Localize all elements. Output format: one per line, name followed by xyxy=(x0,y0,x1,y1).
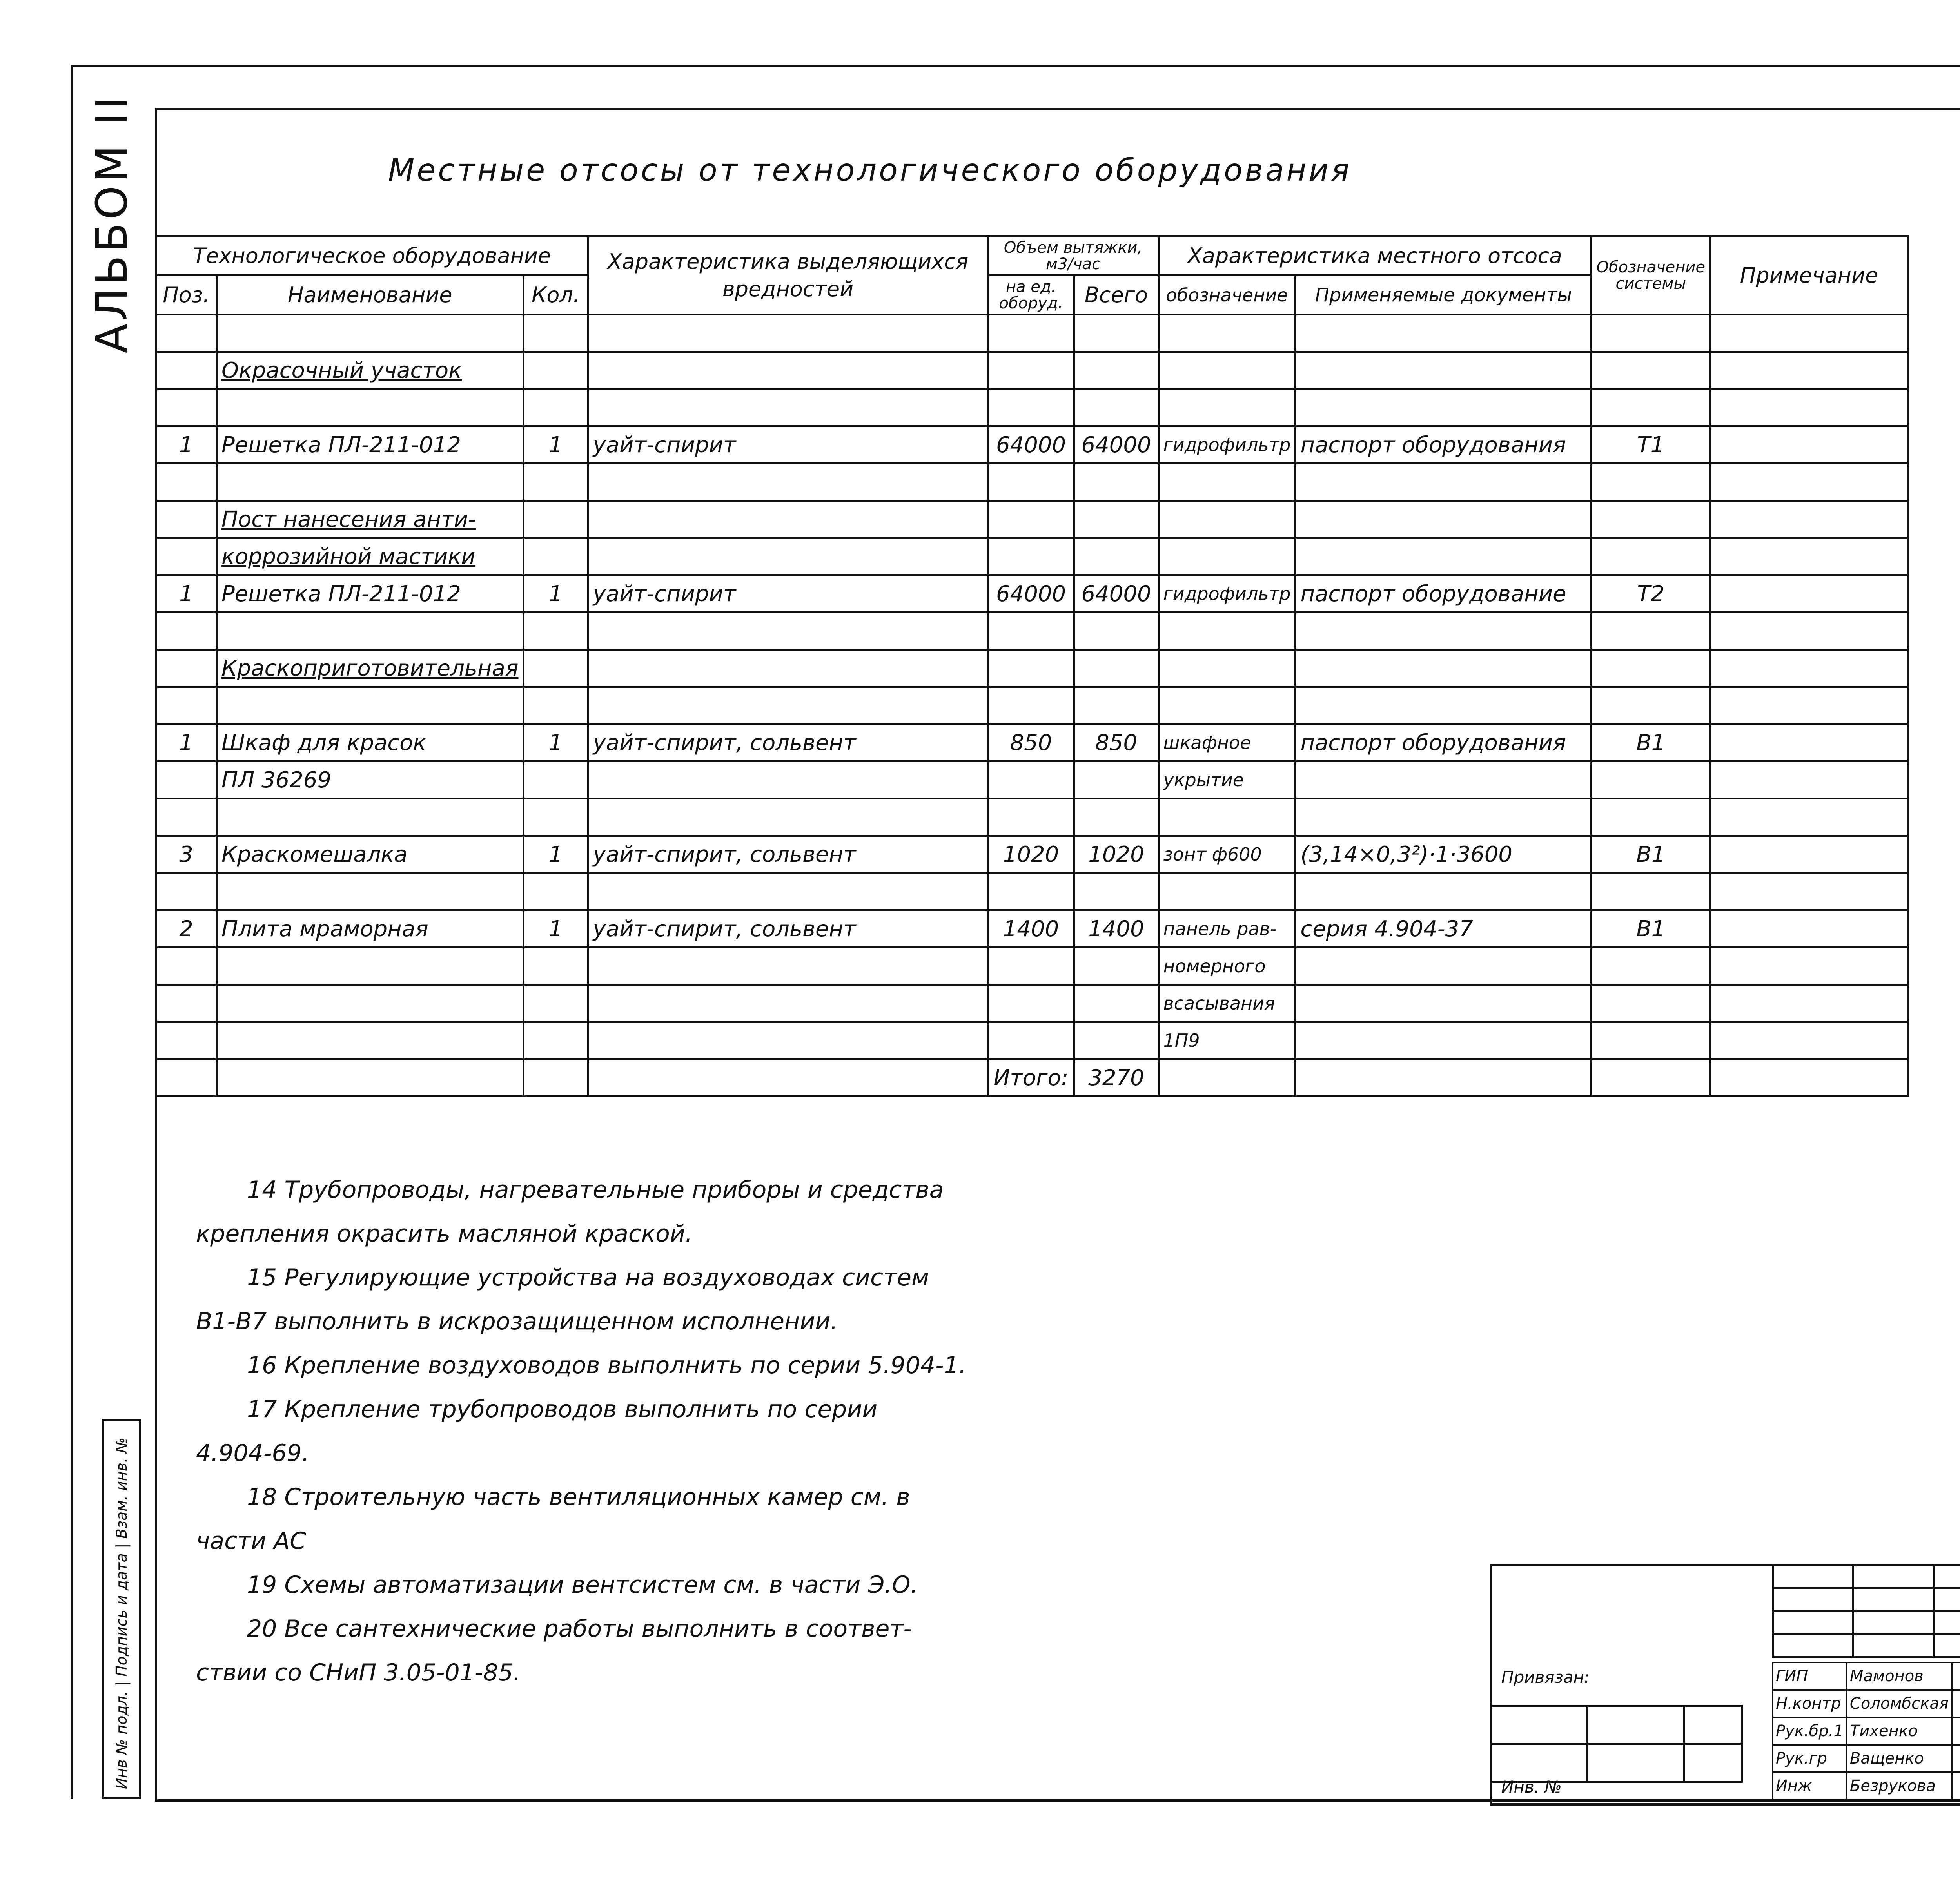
table-cell-sys xyxy=(1592,799,1710,836)
table-cell-sys: В1 xyxy=(1592,724,1710,761)
table-cell-per xyxy=(988,315,1074,352)
table-cell-harm: уайт-спирит xyxy=(588,426,988,464)
table-cell-name xyxy=(217,873,524,910)
table-cell-harm: уайт-спирит xyxy=(588,575,988,613)
table-cell-total xyxy=(1074,799,1158,836)
table-cell-name xyxy=(217,948,524,985)
table-cell-name: Окрасочный участок xyxy=(217,352,524,389)
note-line: ствии со СНиП 3.05-01-85. xyxy=(196,1659,521,1686)
table-cell-pos xyxy=(156,613,217,650)
table-cell-total xyxy=(1074,761,1158,799)
table-row xyxy=(156,836,1908,873)
table-cell-docs xyxy=(1296,315,1592,352)
table-cell-harm xyxy=(588,1059,988,1097)
table-cell-total xyxy=(1074,1022,1158,1059)
table-cell-sys xyxy=(1592,650,1710,687)
table-cell-docs xyxy=(1296,761,1592,799)
table-cell-per xyxy=(988,948,1074,985)
note-line: 16 Крепление воздуховодов выполнить по серии 5.904-1. xyxy=(247,1352,966,1379)
table-cell-name: Краскомешалка xyxy=(217,836,524,873)
table-cell-per xyxy=(988,650,1074,687)
person-name: Безрукова xyxy=(1847,1772,1952,1800)
table-cell-note xyxy=(1710,724,1908,761)
header-equipment-group: Технологическое оборудование xyxy=(156,236,588,276)
role: Н.контр xyxy=(1773,1690,1847,1717)
table-cell-pos xyxy=(156,538,217,575)
table-cell-qty: 1 xyxy=(523,910,588,948)
table-cell-pos xyxy=(156,799,217,836)
table-cell-docs xyxy=(1296,613,1592,650)
table-cell-docs: серия 4.904-37 xyxy=(1296,910,1592,948)
table-cell-note xyxy=(1710,799,1908,836)
table-cell-qty: 1 xyxy=(523,724,588,761)
table-cell-pos xyxy=(156,1059,217,1097)
person-name: Ващенко xyxy=(1847,1745,1952,1772)
note-line: 18 Строительную часть вентиляционных камер см. в xyxy=(247,1483,910,1511)
table-cell-sys xyxy=(1592,315,1710,352)
table-cell-name xyxy=(217,613,524,650)
table-row xyxy=(156,389,1908,426)
role: Рук.гр xyxy=(1773,1745,1847,1772)
table-cell-total: 850 xyxy=(1074,724,1158,761)
signature-row xyxy=(1773,1717,1960,1745)
table-cell-docs: (3,14×0,3²)·1·3600 xyxy=(1296,836,1592,873)
table-cell-harm: уайт-спирит, сольвент xyxy=(588,836,988,873)
table-row xyxy=(156,426,1908,464)
table-cell-note xyxy=(1710,613,1908,650)
table-cell-des xyxy=(1158,352,1296,389)
table-cell-des xyxy=(1158,873,1296,910)
inventory-label: Инв. № xyxy=(1501,1777,1562,1796)
table-cell-harm xyxy=(588,650,988,687)
table-cell-per xyxy=(988,538,1074,575)
table-cell-total: 3270 xyxy=(1074,1059,1158,1097)
header-docs: Применяемые документы xyxy=(1296,276,1592,315)
table-cell-total xyxy=(1074,613,1158,650)
header-designation: обозначение xyxy=(1158,276,1296,315)
table-cell-per xyxy=(988,352,1074,389)
table-cell-name xyxy=(217,1022,524,1059)
table-cell-docs xyxy=(1296,352,1592,389)
table-cell-harm xyxy=(588,613,988,650)
note-line: 19 Схемы автоматизации вентсистем см. в части Э.О. xyxy=(247,1571,918,1599)
table-row xyxy=(156,613,1908,650)
table-cell-qty xyxy=(523,538,588,575)
table-row xyxy=(156,315,1908,352)
table-cell-pos xyxy=(156,1022,217,1059)
table-cell-sys xyxy=(1592,538,1710,575)
table-cell-qty xyxy=(523,389,588,426)
table-row xyxy=(156,501,1908,538)
note-line: 17 Крепление трубопроводов выполнить по серии xyxy=(247,1396,878,1423)
header-harm: Характеристика выделяющихся вредностей xyxy=(588,236,988,315)
table-cell-per xyxy=(988,687,1074,724)
table-cell-name xyxy=(217,464,524,501)
note-line: 4.904-69. xyxy=(196,1439,309,1467)
table-cell-per xyxy=(988,761,1074,799)
table-cell-sys xyxy=(1592,873,1710,910)
table-cell-pos: 2 xyxy=(156,910,217,948)
table-cell-pos xyxy=(156,389,217,426)
signature-row xyxy=(1773,1662,1960,1690)
album-label: АЛЬБОМ II xyxy=(87,93,137,353)
table-cell-pos xyxy=(156,501,217,538)
table-cell-harm: уайт-спирит, сольвент xyxy=(588,724,988,761)
table-cell-note xyxy=(1710,910,1908,948)
table-cell-docs xyxy=(1296,501,1592,538)
table-cell-per xyxy=(988,873,1074,910)
table-cell-pos xyxy=(156,352,217,389)
table-cell-harm xyxy=(588,315,988,352)
table-cell-sys xyxy=(1592,389,1710,426)
table-row xyxy=(156,985,1908,1022)
table-cell-note xyxy=(1710,538,1908,575)
table-cell-harm xyxy=(588,464,988,501)
note-line: 20 Все сантехнические работы выполнить в соответ- xyxy=(247,1615,912,1642)
table-cell-des: гидрофильтр xyxy=(1158,575,1296,613)
table-cell-qty xyxy=(523,352,588,389)
table-cell-qty: 1 xyxy=(523,836,588,873)
table-row xyxy=(156,464,1908,501)
table-cell-per xyxy=(988,1022,1074,1059)
table-cell-per: 64000 xyxy=(988,575,1074,613)
role: Рук.бр.1 xyxy=(1773,1717,1847,1745)
table-cell-total xyxy=(1074,538,1158,575)
table-cell-name: Плита мраморная xyxy=(217,910,524,948)
header-per-unit: на ед. оборуд. xyxy=(988,276,1074,315)
table-cell-pos xyxy=(156,948,217,985)
table-cell-pos: 1 xyxy=(156,575,217,613)
table-cell-docs: паспорт оборудование xyxy=(1296,575,1592,613)
table-cell-harm: уайт-спирит, сольвент xyxy=(588,910,988,948)
table-cell-total: 64000 xyxy=(1074,575,1158,613)
table-cell-pos xyxy=(156,873,217,910)
table-row xyxy=(156,873,1908,910)
table-cell-pos xyxy=(156,985,217,1022)
page-title: Местные отсосы от технологического оборудования xyxy=(388,153,1352,188)
table-cell-qty xyxy=(523,761,588,799)
table-cell-des xyxy=(1158,315,1296,352)
table-cell-harm xyxy=(588,1022,988,1059)
signature-cell xyxy=(1952,1772,1960,1800)
table-cell-docs xyxy=(1296,799,1592,836)
table-cell-harm xyxy=(588,501,988,538)
header-total: Всего xyxy=(1074,276,1158,315)
table-cell-note xyxy=(1710,836,1908,873)
role: ГИП xyxy=(1773,1662,1847,1690)
table-cell-per: 1020 xyxy=(988,836,1074,873)
table-cell-pos xyxy=(156,650,217,687)
table-cell-sys xyxy=(1592,687,1710,724)
table-cell-note xyxy=(1710,389,1908,426)
table-cell-docs: паспорт оборудования xyxy=(1296,724,1592,761)
table-cell-qty xyxy=(523,315,588,352)
table-row xyxy=(156,1059,1908,1097)
table-cell-pos: 1 xyxy=(156,426,217,464)
table-cell-name xyxy=(217,315,524,352)
header-system: Обозначение системы xyxy=(1592,236,1710,315)
table-cell-total: 1400 xyxy=(1074,910,1158,948)
table-cell-qty xyxy=(523,464,588,501)
note-line: 14 Трубопроводы, нагревательные приборы и средства xyxy=(247,1176,944,1204)
table-cell-des: укрытие xyxy=(1158,761,1296,799)
table-row xyxy=(156,910,1908,948)
table-cell-harm xyxy=(588,538,988,575)
signature-table xyxy=(1772,1662,1960,1800)
header-note: Примечание xyxy=(1710,236,1908,315)
table-cell-per: 850 xyxy=(988,724,1074,761)
header-volume: Объем вытяжки, м3/час xyxy=(988,236,1158,276)
table-cell-note xyxy=(1710,315,1908,352)
table-cell-total xyxy=(1074,352,1158,389)
local-exhaust-table xyxy=(155,235,1909,1097)
table-cell-des xyxy=(1158,650,1296,687)
table-cell-sys xyxy=(1592,464,1710,501)
table-row xyxy=(156,352,1908,389)
side-stamp: Инв № подл. | Подпись и дата | Взам. инв. № xyxy=(102,1419,141,1799)
table-cell-qty: 1 xyxy=(523,426,588,464)
table-cell-total xyxy=(1074,687,1158,724)
table-cell-qty xyxy=(523,1022,588,1059)
table-cell-total xyxy=(1074,389,1158,426)
table-cell-docs xyxy=(1296,873,1592,910)
table-cell-des xyxy=(1158,538,1296,575)
note-line: 15 Регулирующие устройства на воздуховодах систем xyxy=(247,1264,929,1291)
table-cell-docs xyxy=(1296,538,1592,575)
table-cell-harm xyxy=(588,985,988,1022)
table-cell-sys: Т2 xyxy=(1592,575,1710,613)
table-cell-per xyxy=(988,799,1074,836)
note-line: части АС xyxy=(196,1527,307,1555)
table-cell-qty xyxy=(523,501,588,538)
table-cell-des xyxy=(1158,613,1296,650)
signature-cell xyxy=(1952,1662,1960,1690)
table-row xyxy=(156,1022,1908,1059)
table-cell-name: Пост нанесения анти- xyxy=(217,501,524,538)
table-cell-harm xyxy=(588,948,988,985)
table-cell-total: 1020 xyxy=(1074,836,1158,873)
table-cell-pos xyxy=(156,315,217,352)
table-cell-harm xyxy=(588,799,988,836)
table-cell-note xyxy=(1710,948,1908,985)
table-cell-sys xyxy=(1592,948,1710,985)
table-cell-note xyxy=(1710,650,1908,687)
table-cell-docs xyxy=(1296,650,1592,687)
table-cell-des: панель рав- xyxy=(1158,910,1296,948)
table-cell-total xyxy=(1074,650,1158,687)
table-cell-name: Шкаф для красок xyxy=(217,724,524,761)
table-cell-note xyxy=(1710,1022,1908,1059)
table-cell-harm xyxy=(588,687,988,724)
table-row xyxy=(156,948,1908,985)
table-cell-docs: паспорт оборудования xyxy=(1296,426,1592,464)
table-cell-sys: Т1 xyxy=(1592,426,1710,464)
table-cell-des xyxy=(1158,687,1296,724)
table-cell-name: Решетка ПЛ-211-012 xyxy=(217,426,524,464)
table-cell-note xyxy=(1710,873,1908,910)
table-cell-sys xyxy=(1592,1022,1710,1059)
table-row xyxy=(156,650,1908,687)
table-cell-per: 64000 xyxy=(988,426,1074,464)
table-cell-note xyxy=(1710,1059,1908,1097)
table-row xyxy=(156,538,1908,575)
table-cell-qty xyxy=(523,613,588,650)
table-cell-qty xyxy=(523,985,588,1022)
table-cell-sys: В1 xyxy=(1592,836,1710,873)
header-local-group: Характеристика местного отсоса xyxy=(1158,236,1592,276)
attach-grid xyxy=(1490,1705,1743,1783)
table-cell-qty: 1 xyxy=(523,575,588,613)
table-cell-note xyxy=(1710,761,1908,799)
attached-label: Привязан: xyxy=(1501,1668,1590,1687)
table-cell-per: Итого: xyxy=(988,1059,1074,1097)
table-cell-docs xyxy=(1296,1059,1592,1097)
table-cell-per xyxy=(988,613,1074,650)
table-cell-des: номерного xyxy=(1158,948,1296,985)
table-cell-docs xyxy=(1296,1022,1592,1059)
signature-cell xyxy=(1952,1690,1960,1717)
table-cell-total xyxy=(1074,501,1158,538)
table-cell-sys xyxy=(1592,1059,1710,1097)
table-cell-per: 1400 xyxy=(988,910,1074,948)
signature-row xyxy=(1773,1772,1960,1800)
table-cell-total: 64000 xyxy=(1074,426,1158,464)
table-cell-des xyxy=(1158,464,1296,501)
table-cell-name: коррозийной мастики xyxy=(217,538,524,575)
table-cell-per xyxy=(988,389,1074,426)
table-cell-pos xyxy=(156,761,217,799)
signature-cell xyxy=(1952,1717,1960,1745)
table-cell-name: Решетка ПЛ-211-012 xyxy=(217,575,524,613)
table-cell-sys xyxy=(1592,501,1710,538)
person-name: Соломбская xyxy=(1847,1690,1952,1717)
signature-row xyxy=(1773,1690,1960,1717)
table-cell-des xyxy=(1158,1059,1296,1097)
table-cell-des: всасывания xyxy=(1158,985,1296,1022)
table-cell-harm xyxy=(588,761,988,799)
table-cell-qty xyxy=(523,948,588,985)
header-qty: Кол. xyxy=(523,276,588,315)
table-cell-note xyxy=(1710,464,1908,501)
table-row xyxy=(156,799,1908,836)
table-cell-total xyxy=(1074,315,1158,352)
table-cell-note xyxy=(1710,352,1908,389)
revision-grid xyxy=(1772,1564,1960,1658)
signature-cell xyxy=(1952,1745,1960,1772)
table-cell-pos xyxy=(156,687,217,724)
table-cell-pos: 1 xyxy=(156,724,217,761)
table-cell-des xyxy=(1158,799,1296,836)
note-line: крепления окрасить масляной краской. xyxy=(196,1220,693,1247)
table-cell-docs xyxy=(1296,985,1592,1022)
table-cell-qty xyxy=(523,650,588,687)
table-cell-sys xyxy=(1592,352,1710,389)
table-cell-qty xyxy=(523,687,588,724)
table-cell-name xyxy=(217,687,524,724)
table-cell-total xyxy=(1074,985,1158,1022)
table-cell-qty xyxy=(523,1059,588,1097)
table-row xyxy=(156,687,1908,724)
table-cell-docs xyxy=(1296,948,1592,985)
table-cell-name xyxy=(217,799,524,836)
table-cell-pos xyxy=(156,464,217,501)
table-cell-name: Краскоприготовительная xyxy=(217,650,524,687)
table-cell-note xyxy=(1710,501,1908,538)
table-cell-note xyxy=(1710,687,1908,724)
table-cell-note xyxy=(1710,985,1908,1022)
table-cell-total xyxy=(1074,464,1158,501)
table-cell-name xyxy=(217,1059,524,1097)
table-cell-harm xyxy=(588,352,988,389)
table-cell-harm xyxy=(588,389,988,426)
table-cell-des: зонт ф600 xyxy=(1158,836,1296,873)
header-name: Наименование xyxy=(217,276,524,315)
table-cell-name xyxy=(217,985,524,1022)
table-cell-sys: В1 xyxy=(1592,910,1710,948)
table-cell-des: шкафное xyxy=(1158,724,1296,761)
table-cell-sys xyxy=(1592,613,1710,650)
table-cell-docs xyxy=(1296,687,1592,724)
person-name: Тихенко xyxy=(1847,1717,1952,1745)
table-cell-des xyxy=(1158,501,1296,538)
table-row xyxy=(156,724,1908,761)
table-cell-pos: 3 xyxy=(156,836,217,873)
table-cell-des: гидрофильтр xyxy=(1158,426,1296,464)
table-cell-note xyxy=(1710,575,1908,613)
table-cell-per xyxy=(988,501,1074,538)
table-row xyxy=(156,575,1908,613)
table-row xyxy=(156,761,1908,799)
notes-list xyxy=(196,1168,966,1695)
table-cell-harm xyxy=(588,873,988,910)
table-cell-name xyxy=(217,389,524,426)
table-cell-docs xyxy=(1296,389,1592,426)
table-cell-total xyxy=(1074,873,1158,910)
table-cell-des xyxy=(1158,389,1296,426)
table-cell-per xyxy=(988,464,1074,501)
table-cell-total xyxy=(1074,948,1158,985)
table-cell-qty xyxy=(523,799,588,836)
table-cell-name: ПЛ 36269 xyxy=(217,761,524,799)
person-name: Мамонов xyxy=(1847,1662,1952,1690)
header-pos: Поз. xyxy=(156,276,217,315)
signature-row xyxy=(1773,1745,1960,1772)
table-cell-sys xyxy=(1592,985,1710,1022)
table-cell-docs xyxy=(1296,464,1592,501)
table-cell-sys xyxy=(1592,761,1710,799)
note-line: В1-В7 выполнить в искрозащищенном исполнении. xyxy=(196,1308,838,1335)
table-cell-per xyxy=(988,985,1074,1022)
table-cell-note xyxy=(1710,426,1908,464)
table-cell-qty xyxy=(523,873,588,910)
role: Инж xyxy=(1773,1772,1847,1800)
table-cell-des: 1П9 xyxy=(1158,1022,1296,1059)
